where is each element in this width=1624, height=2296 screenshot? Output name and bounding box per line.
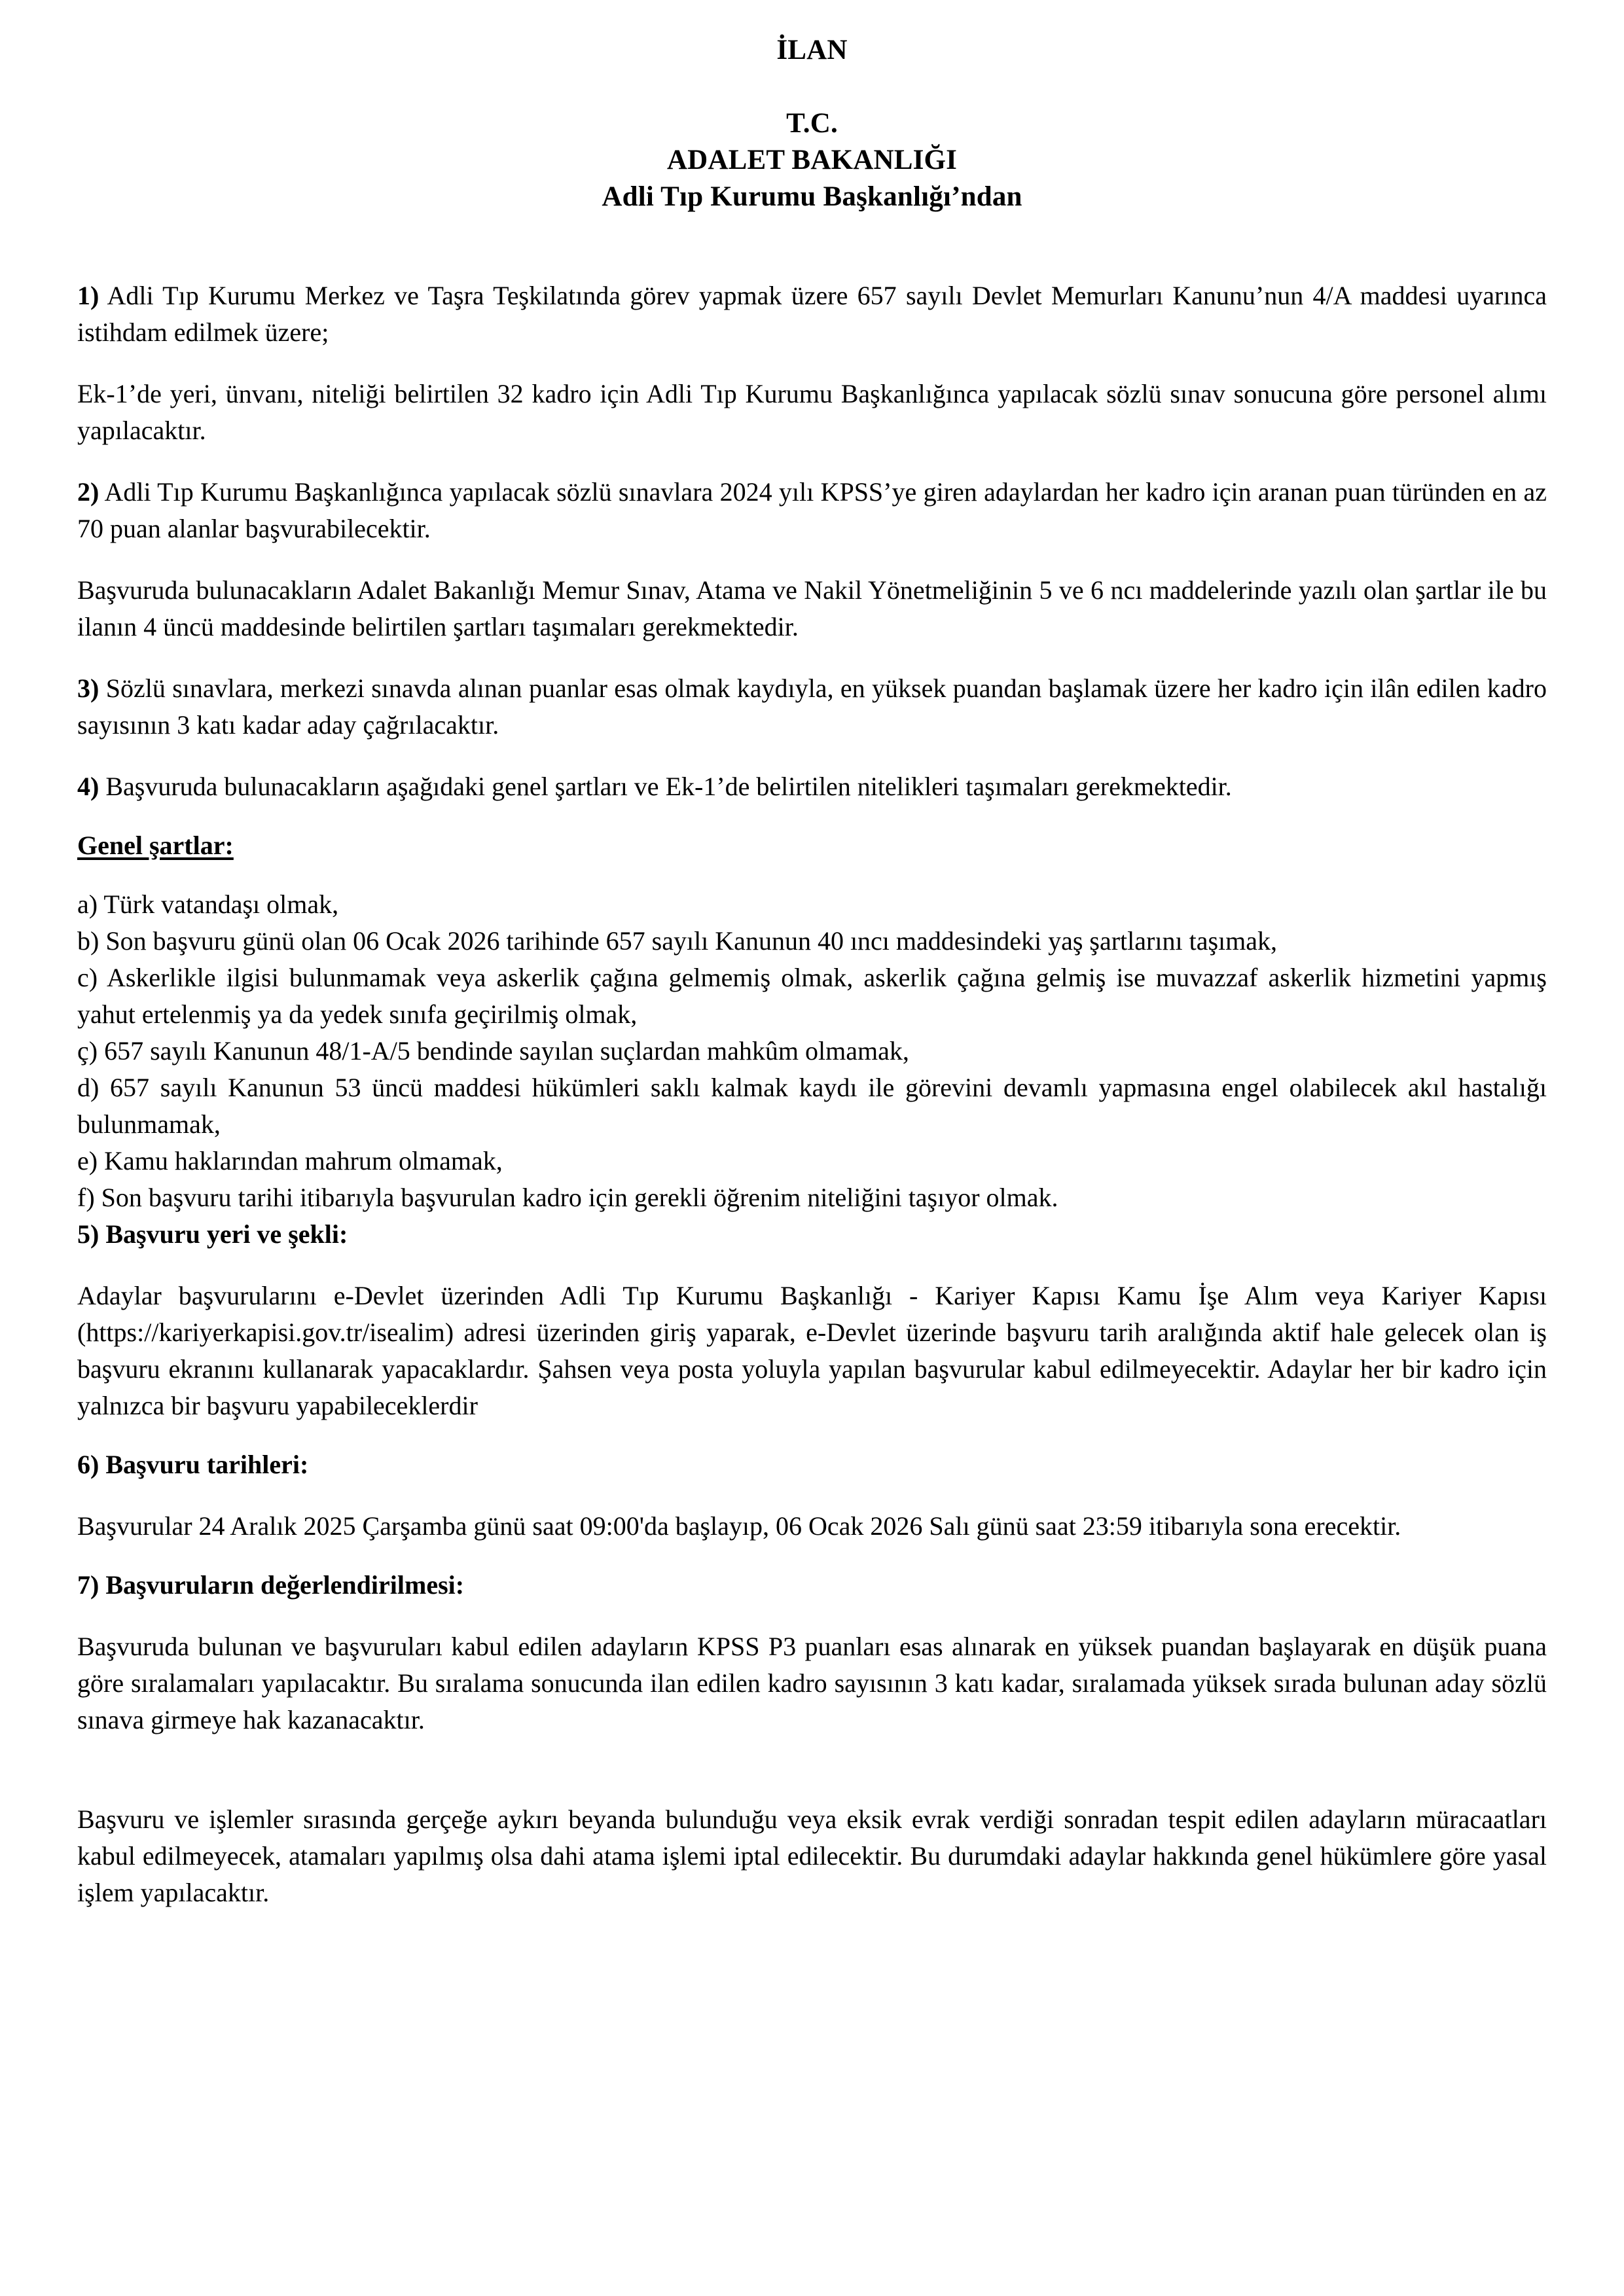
- section-6-heading: 6) Başvuru tarihleri:: [77, 1450, 309, 1480]
- section-7-body-1: Başvuruda bulunan ve başvuruları kabul edilen adayların KPSS P3 puanları esas alınarak en yüksek puandan başlayarak en düşük puana göre sıralamaları yapılacaktır. Bu sıralama sonucunda ilan edilen kadro sayısının 3 katı kadar, sıralamada yüksek sırada bulunan aday sözlü sınava girmeye hak kazanacaktır.: [77, 1632, 1547, 1735]
- list-item: e) Kamu haklarından mahrum olmamak,: [77, 1146, 503, 1176]
- item-1-paragraph: [77, 278, 1547, 351]
- section-6-body: Başvurular 24 Aralık 2025 Çarşamba günü saat 09:00'da başlayıp, 06 Ocak 2026 Salı günü saat 23:59 itibarıyla sona erecektir.: [77, 1511, 1401, 1541]
- list-item: a) Türk vatandaşı olmak,: [77, 889, 339, 920]
- list-item: b) Son başvuru günü olan 06 Ocak 2026 tarihinde 657 sayılı Kanunun 40 ıncı maddesindeki yaş şartlarını taşımak,: [77, 926, 1277, 956]
- general-conditions-heading: Genel şartlar:: [77, 831, 234, 861]
- document-body: [77, 34, 1547, 1911]
- document-header: [77, 34, 1547, 215]
- item-4-text: Başvuruda bulunacakların aşağıdaki genel şartları ve Ek-1’de belirtilen nitelikleri taşımaları gerekmektedir.: [99, 772, 1232, 802]
- section-7-heading: 7) Başvuruların değerlendirilmesi:: [77, 1570, 465, 1600]
- organization-line-institution: Adli Tıp Kurumu Başkanlığı’ndan: [602, 181, 1022, 212]
- general-conditions-list: [77, 886, 1547, 1216]
- item-3-paragraph: [77, 670, 1547, 744]
- item-4-paragraph: [77, 768, 1547, 805]
- list-item: f) Son başvuru tarihi itibarıyla başvurulan kadro için gerekli öğrenim niteliğini taşıyor olmak.: [77, 1183, 1058, 1213]
- item-1-marker: 1): [77, 281, 99, 311]
- item-2-paragraph: [77, 474, 1547, 547]
- item-1-text: Adli Tıp Kurumu Merkez ve Taşra Teşkilatında görev yapmak üzere 657 sayılı Devlet Memurları Kanunu’nun 4/A maddesi uyarınca istihdam edilmek üzere;: [77, 281, 1547, 348]
- list-item: ç) 657 sayılı Kanunun 48/1-A/5 bendinde sayılan suçlardan mahkûm olmamak,: [77, 1036, 909, 1066]
- organization-line-republic: T.C.: [786, 107, 838, 139]
- item-1-subparagraph: Ek-1’de yeri, ünvanı, niteliği belirtilen 32 kadro için Adli Tıp Kurumu Başkanlığınca yapılacak sözlü sınav sonucuna göre personel alımı yapılacaktır.: [77, 379, 1547, 446]
- item-3-text: Sözlü sınavlara, merkezi sınavda alınan puanlar esas olmak kaydıyla, en yüksek puandan başlamak üzere her kadro için ilân edilen kadro sayısının 3 katı kadar aday çağrılacaktır.: [77, 673, 1547, 740]
- list-item: d) 657 sayılı Kanunun 53 üncü maddesi hükümleri saklı kalmak kaydı ile görevini devamlı yapmasına engel olabilecek akıl hastalığı bulunmamak,: [77, 1073, 1547, 1139]
- item-2-subparagraph: Başvuruda bulunacakların Adalet Bakanlığı Memur Sınav, Atama ve Nakil Yönetmeliğinin 5 ve 6 ncı maddelerinde yazılı olan şartlar ile bu ilanın 4 üncü maddesinde belirtilen şartları taşımaları gerekmektedir.: [77, 575, 1547, 642]
- item-2-marker: 2): [77, 477, 99, 507]
- item-3-marker: 3): [77, 673, 99, 704]
- item-4-marker: 4): [77, 772, 99, 802]
- organization-line-ministry: ADALET BAKANLIĞI: [666, 144, 958, 175]
- section-7-body-2: Başvuru ve işlemler sırasında gerçeğe aykırı beyanda bulunduğu veya eksik evrak verdiği sonradan tespit edilen adayların müracaatları kabul edilmeyecek, atamaları yapılmış olsa dahi atama işlemi iptal edilecektir. Bu durumdaki adaylar hakkında genel hükümlere göre yasal işlem yapılacaktır.: [77, 1804, 1547, 1908]
- section-5-body: Adaylar başvurularını e-Devlet üzerinden Adli Tıp Kurumu Başkanlığı - Kariyer Kapısı Kamu İşe Alım veya Kariyer Kapısı (https://kariyerkapisi.gov.tr/isealim) adresi üzerinden giriş yaparak, e-Devlet üzerinde başvuru tarih aralığında aktif hale gelecek olan iş başvuru ekranını kullanarak yapacaklardır. Şahsen veya posta yoluyla yapılan başvurular kabul edilmeyecektir. Adaylar her bir kadro için yalnızca bir başvuru yapabileceklerdir: [77, 1281, 1547, 1421]
- page-title: İLAN: [776, 35, 848, 65]
- list-item: c) Askerlikle ilgisi bulunmamak veya askerlik çağına gelmemiş olmak, askerlik çağına gelmiş ise muvazzaf askerlik hizmetini yapmış yahut ertelenmiş ya da yedek sınıfa geçirilmiş olmak,: [77, 963, 1547, 1030]
- section-5-heading: 5) Başvuru yeri ve şekli:: [77, 1219, 348, 1249]
- item-2-text: Adli Tıp Kurumu Başkanlığınca yapılacak sözlü sınavlara 2024 yılı KPSS’ye giren adaylardan her kadro için aranan puan türünden en az 70 puan alanlar başvurabilecektir.: [77, 477, 1547, 544]
